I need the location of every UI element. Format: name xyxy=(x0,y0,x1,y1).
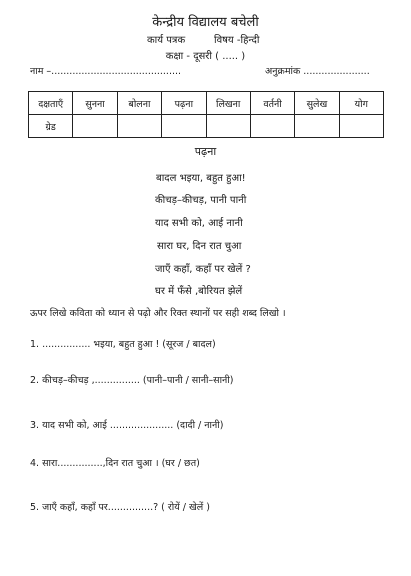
grade-label-cell: ग्रेड xyxy=(29,115,73,138)
table-header-cell: योग xyxy=(339,92,383,115)
question-4: 4. सारा...............,दिन रात चुआ । (घर / छत) xyxy=(30,458,200,469)
poem-line: याद सभी को, आई नानी xyxy=(155,218,243,229)
grade-cell xyxy=(117,115,161,138)
poem-line: घर में फँसे ,बोरियत झेलें xyxy=(155,286,243,297)
grade-cell xyxy=(73,115,117,138)
table-header-cell: पढ़ना xyxy=(162,92,206,115)
section-title: पढ़ना xyxy=(194,145,217,158)
instruction-text: ऊपर लिखे कविता को ध्यान से पढ़ो और रिक्त स्थानों पर सही शब्द लिखो । xyxy=(30,308,286,319)
school-name: केन्द्रीय विद्यालय बचेली xyxy=(152,15,259,30)
name-field: नाम –........................................... xyxy=(30,66,182,77)
poem-line: कीचड़–कीचड़, पानी पानी xyxy=(155,195,247,206)
table-header-cell: लिखना xyxy=(206,92,250,115)
table-header-cell: बोलना xyxy=(117,92,161,115)
class-label: कक्षा - दूसरी ( ..... ) xyxy=(165,51,246,62)
roll-number-field: अनुक्रमांक ...................... xyxy=(265,66,370,77)
poem-line: सारा घर, दिन रात चुआ xyxy=(157,241,242,252)
question-5: 5. जाएँ कहाँ, कहाँ पर...............? ( रोयें / खेलें ) xyxy=(30,502,210,513)
subject-label: विषय -हिन्दी xyxy=(214,35,260,46)
table-header-cell: दक्षताएँ xyxy=(29,92,73,115)
table-row xyxy=(29,115,384,138)
skills-table xyxy=(28,91,384,138)
poem-line: बादल भइया, बहुत हुआ! xyxy=(156,173,246,184)
table-header-cell: सुनना xyxy=(73,92,117,115)
table-header-row xyxy=(29,92,384,115)
grade-cell xyxy=(339,115,383,138)
worksheet-label: कार्य पत्रक xyxy=(147,35,186,46)
grade-cell xyxy=(162,115,206,138)
question-3: 3. याद सभी को, आई ..................... (दादी / नानी) xyxy=(30,420,224,431)
poem-line: जाएँ कहाँ, कहाँ पर खेलें ? xyxy=(155,264,251,275)
table-header-cell: वर्तनी xyxy=(250,92,294,115)
question-1: 1. ................ भइया, बहुत हुआ ! (सूरज / बादल) xyxy=(30,339,216,350)
question-2: 2. कीचड़–कीचड़ ,............... (पानी–पानी / सानी–सानी) xyxy=(30,375,234,386)
grade-cell xyxy=(250,115,294,138)
table-header-cell: सुलेख xyxy=(295,92,339,115)
grade-cell xyxy=(206,115,250,138)
grade-cell xyxy=(295,115,339,138)
